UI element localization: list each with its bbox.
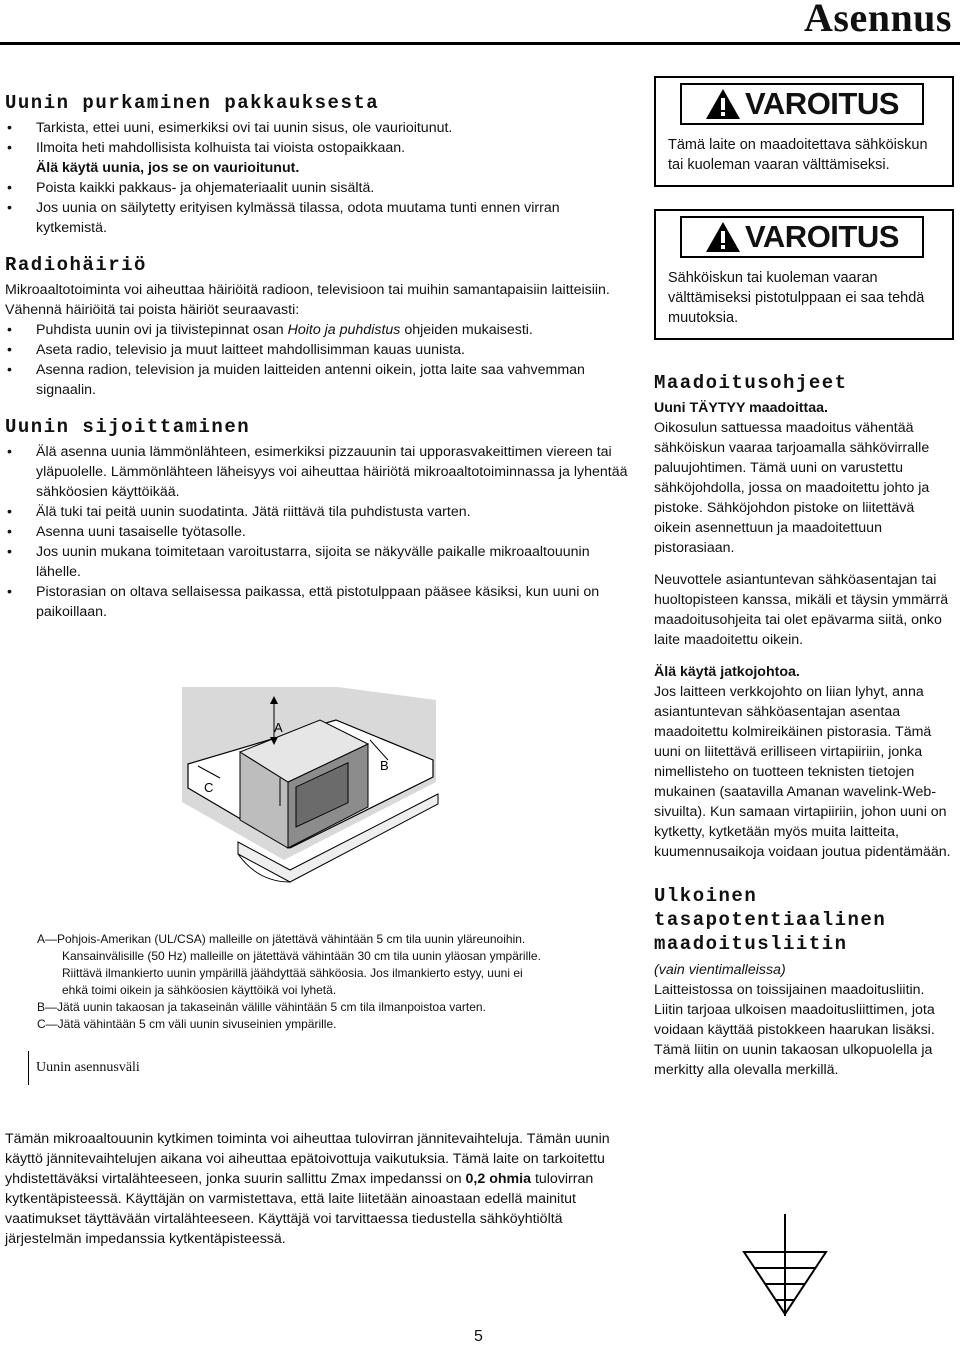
warning-banner — [680, 83, 924, 125]
equipotential-ground-icon — [740, 1212, 830, 1337]
list-item: • Poista kaikki pakkaus- ja ohjemateriaalit uunin sisältä. — [5, 178, 633, 198]
external-terminal-heading: Ulkoinen tasapotentiaalinen maadoitusliitin — [654, 885, 887, 955]
grounding-must-text: Uuni TÄYTYY maadoittaa. — [654, 400, 828, 416]
radio-heading: Radiohäiriö — [5, 254, 147, 276]
radio-b1-pre: Puhdista uunin ovi ja tiivistepinnat osan — [36, 322, 288, 338]
placement-list — [5, 442, 633, 622]
caption-line: Riittävä ilmankierto uunin ympärillä jäähdyttää sähköosia. Jos ilmankierto estyy, uuni ei — [62, 966, 523, 980]
caption-line: ehkä toimi oikein ja sähköosien käyttöikä voi lyhetä. — [62, 983, 337, 997]
warning-title: VAROITUS — [745, 219, 899, 254]
caption-line: B—Jätä uunin takaosan ja takaseinän välille vähintään 5 cm tila ilmanpoistoa varten. — [37, 1000, 486, 1014]
page-header-title: Asennus — [803, 0, 952, 40]
warning-box-2 — [654, 209, 954, 340]
warning-box-1 — [654, 76, 954, 187]
external-terminal-note: (vain vientimalleissa) — [654, 962, 786, 978]
list-item: • Tarkista, ettei uuni, esimerkiksi ovi tai uunin sisus, ole vaurioitunut. — [5, 118, 633, 138]
impedance-text-2: tulovirran kytkentäpisteessä. Käyttäjän on varmistettava, että laite liitetään ainoastaan edellä mainitut vaatimukset täyttävään virtalähteeseen. Käyttäjä voi tarvittaessa tiedustella sähköyhtiöltä järjestelmän impedanssia kytkentäpisteessä. — [5, 1171, 594, 1248]
radio-intro: Mikroaaltotoiminta voi aiheuttaa häiriöitä radioon, televisioon tai muihin samantapaisiin laitteisiin. Vähennä häiriöitä tai poista häiriöt seuraavasti: — [5, 282, 610, 318]
unpack-list — [5, 118, 633, 158]
unpack-warning-line: Älä käytä uunia, jos se on vaurioitunut. — [36, 160, 300, 176]
label-b: B — [380, 758, 389, 773]
list-item: • Asenna uuni tasaiselle työtasolle. — [5, 522, 633, 542]
label-a: A — [274, 720, 283, 735]
unpack-heading: Uunin purkaminen pakkauksesta — [5, 92, 380, 114]
caption-line: A—Pohjois-Amerikan (UL/CSA) malleille on jätettävä vähintään 5 cm tila uunin yläreunoihin. — [37, 932, 526, 946]
warning-text: Tämä laite on maadoitettava sähköiskun tai kuoleman vaaran välttämiseksi. — [668, 137, 928, 173]
grounding-paragraph-1: Oikosulun sattuessa maadoitus vähentää sähköiskun vaaraa tarjoamalla sähkövirralle paluujohtimen. Tämä uuni on varustettu sähköjohdolla, jossa on maadoitettu johto ja pistoke. Sähköjohdon pistoke on liitettävä oikein asennettuun ja maadoitettuun pistorasiaan. — [654, 420, 930, 556]
list-item: • Asenna radion, television ja muiden laitteiden antenni oikein, jotta laite saa vahvemman signaalin. — [5, 360, 633, 400]
left-column — [5, 92, 633, 622]
radio-list — [5, 320, 633, 400]
impedance-value: 0,2 ohmia — [465, 1171, 531, 1188]
oven-clearance-diagram — [178, 682, 440, 894]
list-item: • Jos uunia on säilytetty erityisen kylmässä tilassa, odota muutama tunti ennen virran kytkemistä. — [5, 198, 633, 238]
list-item: • Älä tuki tai peitä uunin suodatinta. Jätä riittävä tila puhdistusta varten. — [5, 502, 633, 522]
grounding-heading: Maadoitusohjeet — [654, 372, 848, 394]
label-c: C — [204, 780, 214, 795]
right-column — [654, 76, 954, 1080]
radio-b1-post: ohjeiden mukaisesti. — [400, 322, 533, 338]
no-extension-cord-text: Älä käytä jatkojohtoa. — [654, 664, 800, 680]
unpack-list-2 — [5, 178, 633, 238]
warning-banner — [680, 216, 924, 258]
list-item: • Jos uunin mukana toimitetaan varoitustarra, sijoita se näkyvälle paikalle mikroaaltouunin lähelle. — [5, 542, 633, 582]
figure-label: Uunin asennusväli — [36, 1060, 140, 1075]
warning-triangle-icon — [705, 221, 741, 253]
page-number: 5 — [474, 1328, 483, 1345]
impedance-text-1: Tämän mikroaaltouunin kytkimen toiminta voi aiheuttaa tulovirran jännitevaihteluja. Tämän uunin käyttö jännitevaihtelujen aikana voi aiheuttaa epätoivottuja vaikutuksia. Tämä laite on tarkoitettu yhdistettäväksi virtalähteeseen, jonka suurin sallittu Zmax impedanssi on — [5, 1131, 610, 1188]
grounding-paragraph-3: Jos laitteen verkkojohto on liian lyhyt, anna asiantuntevan sähköasentajan asentaa maadoitettu kolmireikäinen pistorasia. Tämä uuni on liitettävä erilliseen virtapiiriin, jonka nimellisteho on tuotteen teknisten tietojen mukainen (saatavilla Amanan wavelink-Web-sivuilta). Kun samaan virtapiiriin, johon uuni on kytketty, kytketään myös muita laitteita, kuumennusaikoja voidaan joutua pidentämään. — [654, 684, 951, 860]
list-item: • Pistorasian on oltava sellaisessa paikassa, että pistotulppaan pääsee käsiksi, kun uuni on paikoillaan. — [5, 582, 633, 622]
grounding-paragraph-2: Neuvottele asiantuntevan sähköasentajan tai huoltopisteen kanssa, mikäli et täysin ymmärrä maadoitusohjeita tai olet epävarma siitä, onko laite maadoitettu oikein. — [654, 572, 949, 648]
list-item: • Älä asenna uunia lämmönlähteen, esimerkiksi pizzauunin tai upporasvakeittimen viereen tai yläpuolelle. Lämmönlähteen läheisyys voi aiheuttaa häiriötä mikroaaltotoiminnassa ja lyhentää sähköosien käyttöikää. — [5, 442, 633, 502]
radio-b1-italic: Hoito ja puhdistus — [287, 322, 401, 338]
caption-line: Kansainvälisille (50 Hz) malleille on jätettävä vähintään 30 cm tila uunin yläosan ympärille. — [62, 949, 541, 963]
impedance-paragraph — [5, 1129, 633, 1249]
external-terminal-paragraph: Laitteistossa on toissijainen maadoitusliitin. Liitin tarjoaa ulkoisen maadoitusliittimen, jota voidaan käyttää pistokkeen haarukan lisäksi. Tämä liitin on uunin takaosan ulkopuolella ja merkitty alla olevalla merkillä. — [654, 982, 935, 1078]
diagram-caption — [37, 931, 637, 1033]
header-rule — [0, 42, 960, 45]
warning-triangle-icon — [705, 88, 741, 120]
caption-line: C—Jätä vähintään 5 cm väli uunin sivuseinien ympärille. — [37, 1017, 337, 1031]
figure-label-rule — [28, 1051, 29, 1085]
list-item: • Aseta radio, televisio ja muut laitteet mahdollisimman kauas uunista. — [5, 340, 633, 360]
list-item: • Ilmoita heti mahdollisista kolhuista tai vioista ostopaikkaan. — [5, 138, 633, 158]
warning-text: Sähköiskun tai kuoleman vaaran välttämiseksi pistotulppaan ei saa tehdä muutoksia. — [668, 270, 925, 326]
list-item — [5, 320, 633, 340]
warning-title: VAROITUS — [745, 86, 899, 121]
placement-heading: Uunin sijoittaminen — [5, 416, 251, 438]
